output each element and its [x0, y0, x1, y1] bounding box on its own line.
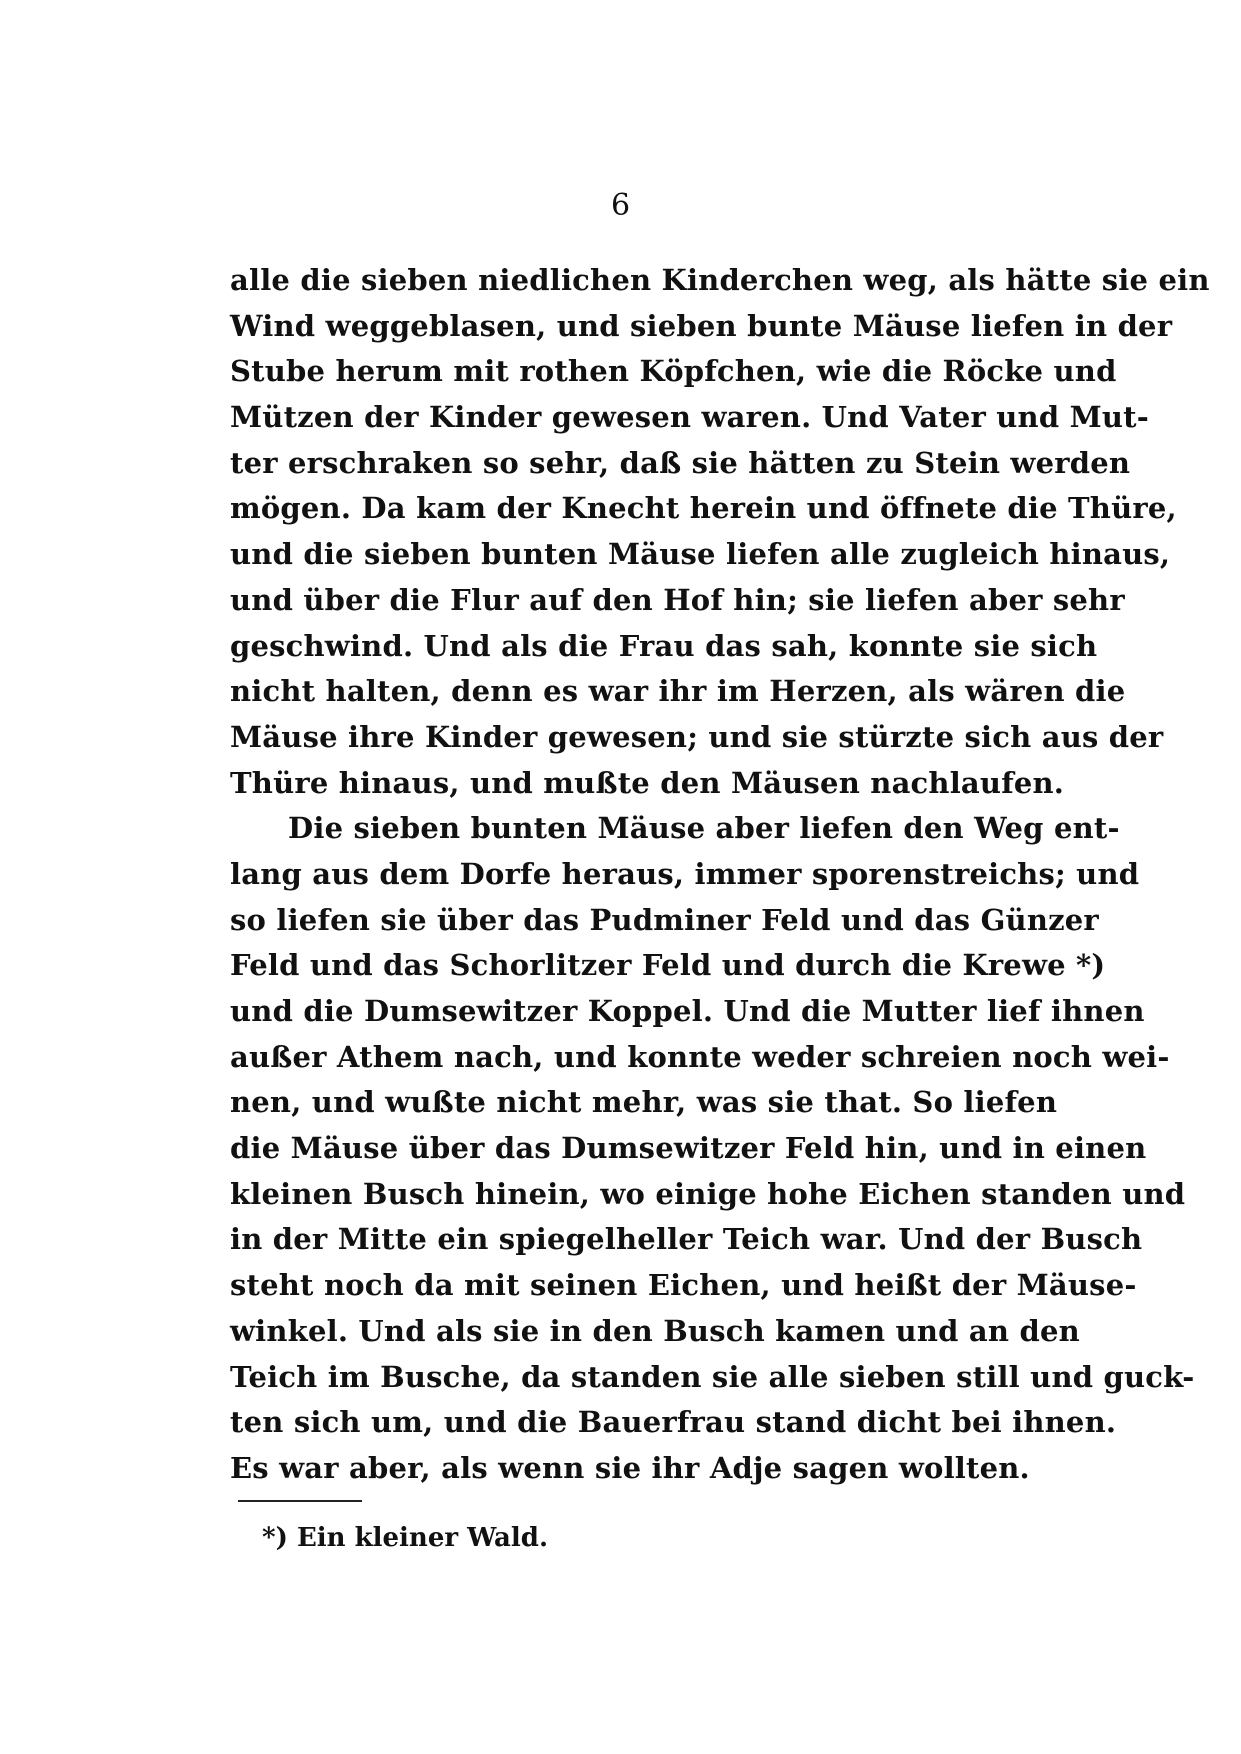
- text-line: kleinen Busch hinein, wo einige hohe Eichen standen und: [230, 1176, 1186, 1211]
- text-line: ter erschraken so sehr, daß sie hätten zu Stein werden: [230, 445, 1131, 480]
- text-line: alle die sieben niedlichen Kinderchen weg, als hätte sie ein: [230, 263, 1210, 297]
- text-line: Es war aber, als wenn sie ihr Adje sagen wollten.: [230, 1450, 1030, 1485]
- text-line: die Mäuse über das Dumsewitzer Feld hin, und in einen: [230, 1131, 1147, 1166]
- text-line: Teich im Busche, da standen sie alle sieben still und guck-: [230, 1359, 1195, 1394]
- text-line: und die Dumsewitzer Koppel. Und die Mutter lief ihnen: [230, 994, 1145, 1028]
- text-line: und über die Flur auf den Hof hin; sie liefen aber sehr: [230, 582, 1125, 617]
- paragraph-2: [230, 806, 1195, 1491]
- text-line: ten sich um, und die Bauerfrau stand dicht bei ihnen.: [230, 1405, 1117, 1440]
- text-line: Stube herum mit rothen Köpfchen, wie die Röcke und: [230, 354, 1117, 389]
- text-line: Thüre hinaus, und mußte den Mäusen nachlaufen.: [230, 765, 1065, 800]
- text-line: in der Mitte ein spiegelheller Teich war. Und der Busch: [230, 1222, 1143, 1257]
- text-line: lang aus dem Dorfe heraus, immer sporenstreichs; und: [230, 856, 1140, 891]
- text-line: nen, und wußte nicht mehr, was sie that. So liefen: [230, 1085, 1058, 1120]
- text-line: Die sieben bunten Mäuse aber liefen den Weg ent-: [288, 811, 1120, 846]
- text-line: steht noch da mit seinen Eichen, und heißt der Mäuse-: [230, 1268, 1137, 1303]
- text-line: außer Athem nach, und konnte weder schreien noch wei-: [230, 1039, 1170, 1074]
- text-line: mögen. Da kam der Knecht herein und öffnete die Thüre,: [230, 491, 1177, 526]
- footnote-divider: [238, 1500, 362, 1502]
- page-number: 6: [610, 188, 631, 223]
- text-line: nicht halten, denn es war ihr im Herzen, als wären die: [230, 674, 1126, 709]
- body-text: [230, 258, 1210, 1492]
- text-line: geschwind. Und als die Frau das sah, konnte sie sich: [230, 628, 1098, 663]
- paragraph-1: [230, 258, 1210, 806]
- text-line: Mäuse ihre Kinder gewesen; und sie stürzte sich aus der: [230, 719, 1164, 754]
- text-line: Mützen der Kinder gewesen waren. Und Vater und Mut-: [230, 400, 1150, 435]
- text-line: so liefen sie über das Pudminer Feld und das Günzer: [230, 902, 1099, 937]
- text-line: und die sieben bunten Mäuse liefen alle zugleich hinaus,: [230, 537, 1171, 572]
- text-line: Feld und das Schorlitzer Feld und durch die Krewe *): [230, 948, 1106, 983]
- text-line: Wind weggeblasen, und sieben bunte Mäuse liefen in der: [230, 308, 1173, 343]
- text-line: winkel. Und als sie in den Busch kamen und an den: [230, 1313, 1080, 1348]
- footnote: *) Ein kleiner Wald.: [262, 1523, 548, 1553]
